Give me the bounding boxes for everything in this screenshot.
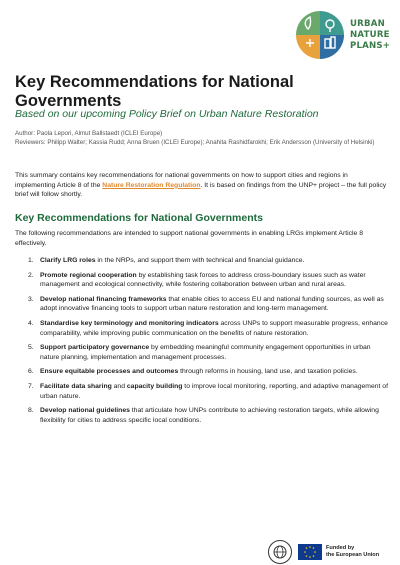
nature-restoration-regulation-link[interactable]: Nature Restoration Regulation [102, 181, 201, 189]
credits [15, 130, 387, 148]
recommendation-item [28, 343, 388, 362]
recommendation-number: 3. [28, 295, 34, 303]
recommendation-item [28, 295, 388, 314]
logo-emblem-icon [296, 11, 344, 59]
recommendation-number: 2. [28, 271, 34, 279]
globe-icon [268, 540, 292, 564]
recommendation-number: 8. [28, 407, 34, 415]
reviewers-line: Reviewers: Philipp Walter; Kassia Rudd; Anna Bruen (ICLEI Europe); Anahita Rashidfarokhi; Erik Andersson (University of Helsinki) [15, 138, 375, 146]
recommendation-text: Develop national guidelines that articulate how UNPs contribute to achieving restoration targets, while allowing flexibility for cities to address specific local conditions. [40, 407, 379, 424]
recommendation-number: 7. [28, 382, 34, 390]
recommendation-item [28, 271, 388, 290]
recommendation-number: 5. [28, 344, 34, 352]
funded-by-eu-text: Funded by the European Union [326, 545, 380, 558]
recommendation-number: 6. [28, 368, 34, 376]
page-title: Key Recommendations for National Governments [15, 73, 294, 110]
summary-paragraph: This summary contains key recommendations for national governments on how to support cities and regions in implementing Article 8 of the Nature Restoration Regulation. It is based on findings from the UNP+ project – the full policy brief will follow shortly. [15, 172, 387, 199]
recommendation-number: 4. [28, 319, 34, 327]
recommendation-item [28, 319, 388, 338]
page-subtitle: Based on our upcoming Policy Brief on Urban Nature Restoration [15, 108, 319, 120]
recommendation-item [28, 367, 388, 377]
eu-flag-icon [298, 544, 322, 560]
intro-paragraph: The following recommendations are intended to support national governments in enabling LRGs implement Article 8 effectively. [15, 230, 363, 247]
recommendation-item [28, 382, 388, 401]
recommendation-text: Facilitate data sharing and capacity building to improve local monitoring, reporting, and adaptive management of urban nature. [40, 382, 388, 400]
recommendation-text: Clarify LRG roles in the NRPs, and support them with technical and financial guidance. [40, 257, 305, 264]
authors-line: Author: Paola Lepori, Almut Ballstaedt (ICLEI Europe) [15, 130, 163, 137]
logo-wordmark: URBAN NATURE PLANS+ [350, 18, 391, 51]
recommendations-list [28, 256, 388, 425]
footer [268, 540, 379, 564]
recommendation-text: Support participatory governance by embedding meaningful community engagement opportunities in urban nature planning, implementation and management processes. [40, 344, 371, 361]
recommendation-item [28, 256, 388, 266]
recommendation-text: Standardise key terminology and monitoring indicators across UNPs to support measurable progress, enhance comparability, while improving public communication on the benefits of nature restoration. [40, 319, 388, 337]
urban-nature-plans-logo [296, 11, 390, 59]
recommendation-text: Promote regional cooperation by establishing task forces to address cross-boundary issues such as water management and ecological connectivity, while fostering collaboration between urban and rural areas. [40, 271, 366, 289]
recommendation-text: Ensure equitable processes and outcomes through reforms in housing, land use, and taxation policies. [40, 368, 358, 376]
recommendation-text: Develop national financing frameworks that enable cities to access EU and national funding sources, as well as adopt innovative financing tools to support urban nature restoration and long-term management. [40, 295, 384, 313]
recommendation-item [28, 406, 388, 425]
section-heading: Key Recommendations for National Governments [15, 212, 263, 224]
recommendation-number: 1. [28, 257, 34, 264]
